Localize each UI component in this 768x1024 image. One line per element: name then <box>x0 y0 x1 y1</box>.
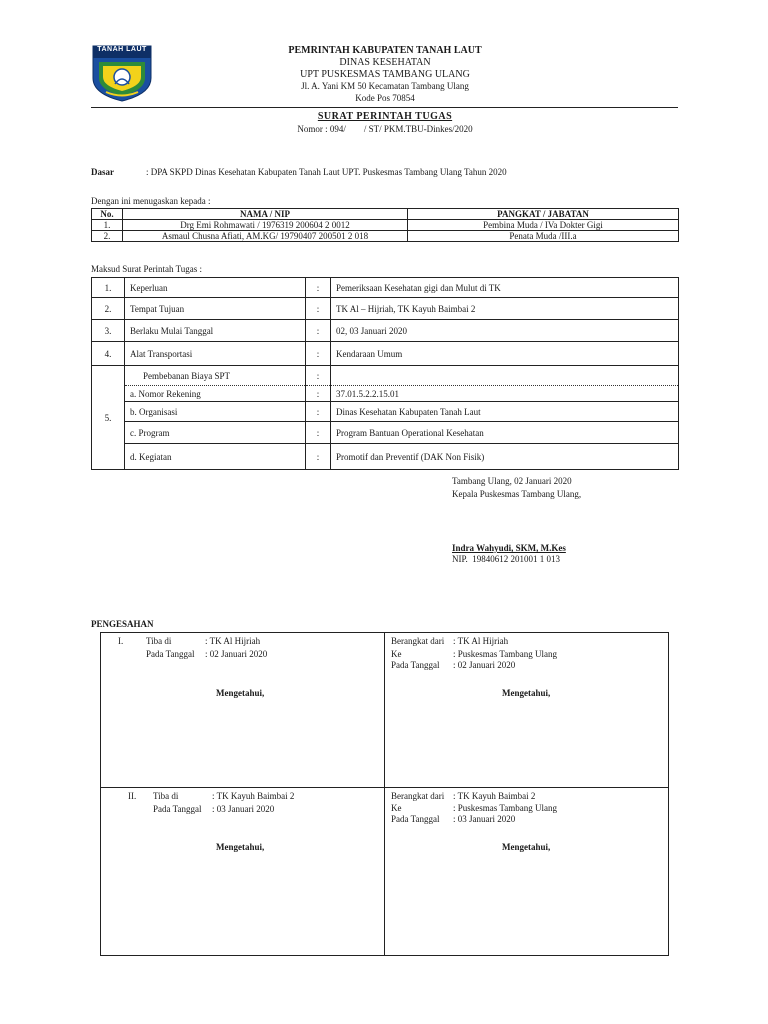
cell-label: Keperluan <box>125 278 306 298</box>
mengetahui-label: Mengetahui, <box>216 688 265 698</box>
cell-value: Promotif dan Preventif (DAK Non Fisik) <box>331 444 679 470</box>
table-row <box>92 402 679 422</box>
table-row <box>92 366 679 386</box>
cell-name: Asmaul Chusna Afiati, AM.KG/ 19790407 200501 2 018 <box>123 231 408 242</box>
cell-value <box>331 366 679 386</box>
staff-table <box>91 208 679 242</box>
cell-sep: : <box>306 402 331 422</box>
ke-label: Ke <box>391 803 402 813</box>
cell-name: Drg Emi Rohmawati / 1976319 200604 2 0012 <box>123 220 408 231</box>
tanggal-label: Pada Tanggal <box>146 649 195 659</box>
cell-label: Tempat Tujuan <box>125 298 306 320</box>
departure-cell <box>385 633 669 788</box>
header-line-2: DINAS KESEHATAN <box>339 57 431 68</box>
cell-value: 37.01.5.2.2.15.01 <box>331 386 679 402</box>
berangkat-label: Berangkat dari <box>391 636 445 646</box>
cell-value: Program Bantuan Operational Kesehatan <box>331 422 679 444</box>
tiba-value: : TK Al Hijriah <box>205 636 261 646</box>
col-header-no: No. <box>92 209 123 220</box>
cell-no: 5. <box>92 366 125 470</box>
cell-sep: : <box>306 444 331 470</box>
cell-no: 1. <box>92 278 125 298</box>
header-line-1: PEMRINTAH KABUPATEN TANAH LAUT <box>288 45 482 56</box>
tiba-label: Tiba di <box>153 791 179 801</box>
cell-label: c. Program <box>125 422 306 444</box>
header-divider <box>91 107 678 108</box>
cell-no: 4. <box>92 342 125 366</box>
cell-label: Pembebanan Biaya SPT <box>125 366 306 386</box>
header-line-5: Kode Pos 70854 <box>355 93 415 103</box>
mengetahui-label: Mengetahui, <box>502 842 551 852</box>
cell-value: Pemeriksaan Kesehatan gigi dan Mulut di TK <box>331 278 679 298</box>
tiba-label: Tiba di <box>146 636 172 646</box>
cell-sep: : <box>306 366 331 386</box>
tanggal-label: Pada Tanggal <box>153 804 202 814</box>
staff-table-header <box>92 209 679 220</box>
mengetahui-label: Mengetahui, <box>502 688 551 698</box>
signature-nip: NIP. 19840612 201001 1 013 <box>452 554 561 564</box>
cell-label: b. Organisasi <box>125 402 306 422</box>
cell-sep: : <box>306 298 331 320</box>
signature-place-date: Tambang Ulang, 02 Januari 2020 <box>452 476 572 486</box>
col-header-rank: PANGKAT / JABATAN <box>408 209 679 220</box>
table-row <box>92 220 679 231</box>
cell-no: 2. <box>92 298 125 320</box>
dasar-label: Dasar <box>91 167 114 177</box>
table-row <box>92 298 679 320</box>
task-table <box>91 277 679 470</box>
cell-sep: : <box>306 278 331 298</box>
pengesahan-row <box>101 788 669 956</box>
cell-rank: Pembina Muda / IVa Dokter Gigi <box>408 220 679 231</box>
tanggal-label: Pada Tanggal <box>391 660 440 670</box>
col-header-name: NAMA / NIP <box>123 209 408 220</box>
ke-label: Ke <box>391 649 402 659</box>
cell-sep: : <box>306 422 331 444</box>
cell-no: 2. <box>92 231 123 242</box>
table-row <box>92 278 679 298</box>
table-row <box>92 342 679 366</box>
cell-sep: : <box>306 320 331 342</box>
cell-value: 02, 03 Januari 2020 <box>331 320 679 342</box>
berangkat-value: : TK Al Hijriah <box>453 636 509 646</box>
document-number: Nomor : 094/ / ST/ PKM.TBU-Dinkes/2020 <box>297 124 473 134</box>
tanggal-value: : 03 Januari 2020 <box>212 804 275 814</box>
regency-logo <box>91 44 153 102</box>
document-title: SURAT PERINTAH TUGAS <box>317 111 453 122</box>
departure-cell <box>385 788 669 956</box>
table-row <box>92 422 679 444</box>
tanggal-label: Pada Tanggal <box>391 814 440 824</box>
arrival-cell <box>101 633 385 788</box>
mengetahui-label: Mengetahui, <box>216 842 265 852</box>
signature-position: Kepala Puskesmas Tambang Ulang, <box>452 489 582 499</box>
pengesahan-title: PENGESAHAN <box>91 619 154 629</box>
pengesahan-table <box>100 632 669 956</box>
cell-label: Berlaku Mulai Tanggal <box>125 320 306 342</box>
table-row <box>92 320 679 342</box>
berangkat-value: : TK Kayuh Baimbai 2 <box>453 791 536 801</box>
cell-label: Alat Transportasi <box>125 342 306 366</box>
berangkat-label: Berangkat dari <box>391 791 445 801</box>
cell-label: d. Kegiatan <box>125 444 306 470</box>
table-row <box>92 444 679 470</box>
tiba-value: : TK Kayuh Baimbai 2 <box>212 791 295 801</box>
arrival-cell <box>101 788 385 956</box>
header-line-3: UPT PUSKESMAS TAMBANG ULANG <box>300 69 470 80</box>
tanggal-value: : 02 Januari 2020 <box>453 660 516 670</box>
table-row <box>92 231 679 242</box>
tanggal-value: : 03 Januari 2020 <box>453 814 516 824</box>
table-row <box>92 386 679 402</box>
logo-lettering: TANAH LAUT <box>97 46 147 53</box>
ke-value: : Puskesmas Tambang Ulang <box>453 649 557 659</box>
roman-numeral: I. <box>118 636 124 646</box>
assignment-intro: Dengan ini menugaskan kepada : <box>91 196 211 206</box>
cell-value: Kendaraan Umum <box>331 342 679 366</box>
cell-value: TK Al – Hijriah, TK Kayuh Baimbai 2 <box>331 298 679 320</box>
maksud-label: Maksud Surat Perintah Tugas : <box>91 264 203 274</box>
cell-label: a. Nomor Rekening <box>125 386 306 402</box>
pengesahan-row <box>101 633 669 788</box>
ke-value: : Puskesmas Tambang Ulang <box>453 803 557 813</box>
cell-rank: Penata Muda /III.a <box>408 231 679 242</box>
cell-value: Dinas Kesehatan Kabupaten Tanah Laut <box>331 402 679 422</box>
roman-numeral: II. <box>128 791 137 801</box>
signature-name: Indra Wahyudi, SKM, M.Kes <box>452 543 566 553</box>
dasar-text: : DPA SKPD Dinas Kesehatan Kabupaten Tanah Laut UPT. Puskesmas Tambang Ulang Tahun 2020 <box>146 167 507 177</box>
header-line-4: Jl. A. Yani KM 50 Kecamatan Tambang Ulang <box>301 81 469 91</box>
tanggal-value: : 02 Januari 2020 <box>205 649 268 659</box>
cell-no: 3. <box>92 320 125 342</box>
cell-sep: : <box>306 342 331 366</box>
cell-no: 1. <box>92 220 123 231</box>
cell-sep: : <box>306 386 331 402</box>
